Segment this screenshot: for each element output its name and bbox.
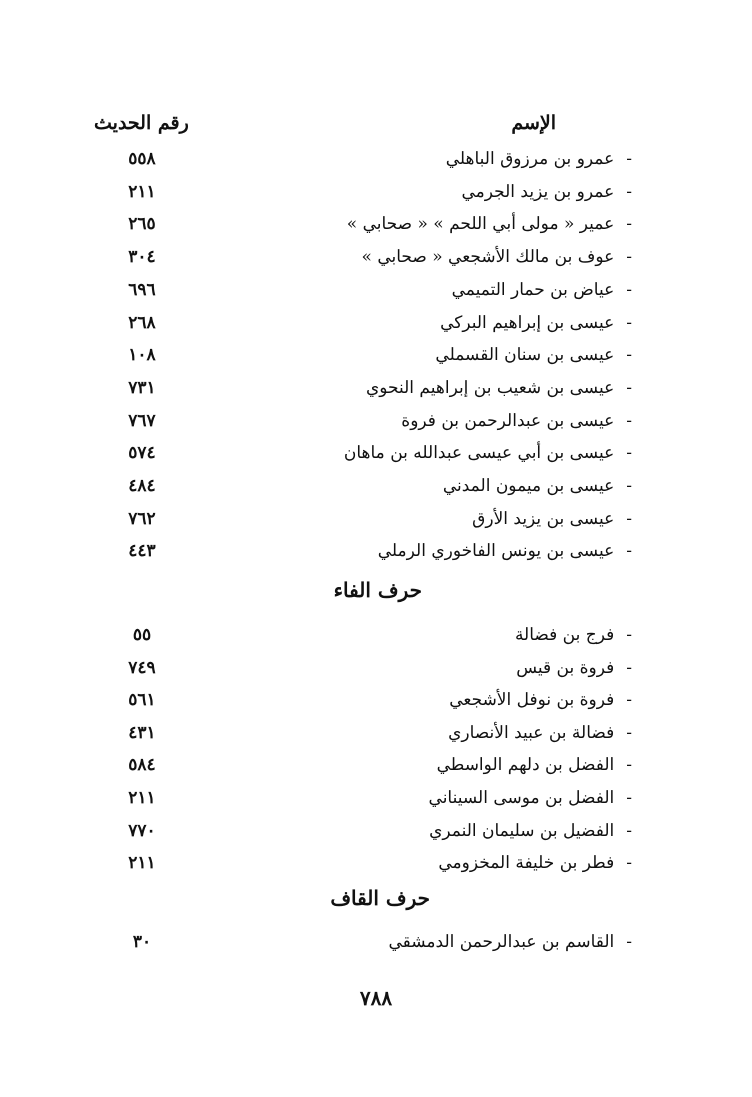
hadith-number: ٦٩٦	[128, 279, 156, 300]
narrator-name	[344, 437, 632, 469]
index-entry-row	[0, 749, 752, 781]
entry-dash: -	[626, 820, 632, 841]
narrator-name-text: فضالة بن عبيد الأنصاري	[448, 722, 615, 743]
narrator-name-text: عمرو بن يزيد الجرمي	[461, 181, 615, 202]
hadith-number: ٣٠	[132, 932, 152, 952]
entry-dash: -	[626, 181, 632, 202]
entry-dash: -	[626, 247, 632, 268]
hadith-number: ٥٥٨	[128, 149, 156, 169]
hadith-number: ٢١١	[128, 181, 156, 202]
index-entry-row	[0, 684, 752, 716]
hadith-number: ٧٦٢	[128, 508, 156, 529]
index-entry-row	[0, 241, 752, 273]
index-entry-row	[0, 405, 752, 437]
index-entry-row	[0, 815, 752, 847]
narrator-name	[362, 241, 632, 273]
entry-dash: -	[626, 476, 632, 496]
entry-dash: -	[626, 657, 632, 678]
hadith-number: ١٠٨	[128, 345, 156, 366]
index-entry-row	[0, 339, 752, 371]
hadith-number: ٤٤٣	[128, 541, 156, 562]
index-entry-row	[0, 926, 752, 958]
narrator-name	[429, 782, 632, 814]
hadith-number: ٥٧٤	[128, 443, 156, 464]
narrator-name-text: فروة بن نوفل الأشجعي	[449, 690, 615, 711]
entry-dash: -	[626, 853, 632, 874]
narrator-name-text: عمير « مولى أبي اللحم » « صحابي »	[346, 214, 615, 235]
narrator-name-text: القاسم بن عبدالرحمن الدمشقي	[388, 932, 615, 952]
narrator-name-text: عيسى بن سنان القسملي	[435, 345, 615, 366]
hadith-number: ٧٧٠	[128, 820, 156, 841]
hadith-number: ٧٣١	[128, 377, 156, 398]
hadith-number: ٤٨٤	[128, 476, 156, 496]
narrator-name-text: فروة بن قيس	[516, 657, 615, 678]
index-entry-row	[0, 782, 752, 814]
narrator-name	[435, 339, 632, 371]
narrator-name	[462, 176, 633, 208]
index-entry-row	[0, 619, 752, 651]
index-entry-row	[0, 143, 752, 175]
narrator-name-text: عيسى بن يزيد الأرق	[472, 508, 615, 529]
entry-dash: -	[626, 214, 632, 235]
index-entry-row	[0, 652, 752, 684]
narrator-name-text: عيسى بن إبراهيم البركي	[440, 312, 615, 333]
narrator-name	[429, 815, 632, 847]
name-column-header: الإسم	[511, 112, 556, 134]
entry-dash: -	[626, 932, 632, 952]
narrator-name-text: عمرو بن مرزوق الباهلي	[445, 149, 615, 169]
index-entry-row	[0, 535, 752, 567]
narrator-name	[452, 274, 632, 306]
narrator-name	[472, 503, 632, 535]
entry-dash: -	[626, 443, 632, 464]
section-heading-qaf: حرف القاف	[330, 886, 430, 910]
narrator-name-text: الفضل بن دلهم الواسطي	[436, 755, 615, 776]
index-entry-row	[0, 470, 752, 502]
index-entry-row	[0, 274, 752, 306]
narrator-name	[366, 372, 632, 404]
narrator-name-text: عوف بن مالك الأشجعي « صحابي »	[361, 247, 615, 268]
index-entry-row	[0, 208, 752, 240]
entry-dash: -	[626, 508, 632, 529]
index-entry-row	[0, 503, 752, 535]
index-entry-row	[0, 176, 752, 208]
index-entry-row	[0, 717, 752, 749]
narrator-name	[443, 470, 632, 502]
entry-dash: -	[626, 690, 632, 711]
narrator-name-text: عياض بن حمار التميمي	[451, 279, 615, 300]
entry-dash: -	[626, 149, 632, 169]
narrator-name-text: عيسى بن أبي عيسى عبدالله بن ماهان	[343, 443, 615, 464]
narrator-name	[378, 535, 632, 567]
hadith-number: ٤٣١	[128, 722, 156, 743]
hadith-number: ٢١١	[128, 853, 156, 874]
entry-dash: -	[626, 722, 632, 743]
entry-dash: -	[626, 410, 632, 431]
hadith-number: ٧٦٧	[128, 410, 156, 431]
hadith-number: ٥٥	[132, 625, 152, 645]
narrator-name	[446, 143, 632, 175]
narrator-name	[347, 208, 632, 240]
narrator-name-text: فطر بن خليفة المخزومي	[438, 853, 615, 874]
narrator-name-text: عيسى بن يونس الفاخوري الرملي	[377, 541, 615, 562]
entry-dash: -	[626, 625, 632, 645]
entry-dash: -	[626, 541, 632, 562]
narrator-name-text: عيسى بن ميمون المدني	[442, 476, 615, 496]
hadith-number: ٣٠٤	[128, 247, 156, 268]
entry-dash: -	[626, 788, 632, 808]
narrator-name	[516, 652, 632, 684]
index-entry-row	[0, 847, 752, 879]
narrator-name	[449, 684, 632, 716]
entry-dash: -	[626, 377, 632, 398]
narrator-name	[401, 405, 632, 437]
hadith-number-column-header: رقم الحديث	[94, 112, 189, 134]
narrator-name	[515, 619, 632, 651]
narrator-name-text: فرج بن فضالة	[514, 625, 615, 645]
hadith-number: ٧٤٩	[128, 657, 156, 678]
section-heading-fa: حرف الفاء	[333, 578, 422, 602]
hadith-number: ٢١١	[128, 788, 156, 808]
page-number: ٧٨٨	[359, 986, 393, 1010]
index-entry-row	[0, 372, 752, 404]
narrator-name	[437, 749, 632, 781]
index-entry-row	[0, 437, 752, 469]
narrator-name-text: عيسى بن عبدالرحمن بن فروة	[401, 410, 615, 431]
hadith-number: ٢٦٨	[128, 312, 156, 333]
narrator-name	[440, 307, 632, 339]
entry-dash: -	[626, 345, 632, 366]
hadith-number: ٥٦١	[128, 690, 156, 711]
narrator-name-text: الفضل بن موسى السيناني	[428, 788, 615, 808]
narrator-name	[448, 717, 632, 749]
narrator-name	[389, 926, 633, 958]
entry-dash: -	[626, 755, 632, 776]
entry-dash: -	[626, 312, 632, 333]
narrator-name-text: الفضيل بن سليمان النمري	[429, 820, 615, 841]
narrator-name	[438, 847, 632, 879]
index-entry-row	[0, 307, 752, 339]
hadith-number: ٥٨٤	[128, 755, 156, 776]
narrator-name-text: عيسى بن شعيب بن إبراهيم النحوي	[365, 377, 615, 398]
entry-dash: -	[626, 279, 632, 300]
hadith-number: ٢٦٥	[128, 214, 156, 235]
